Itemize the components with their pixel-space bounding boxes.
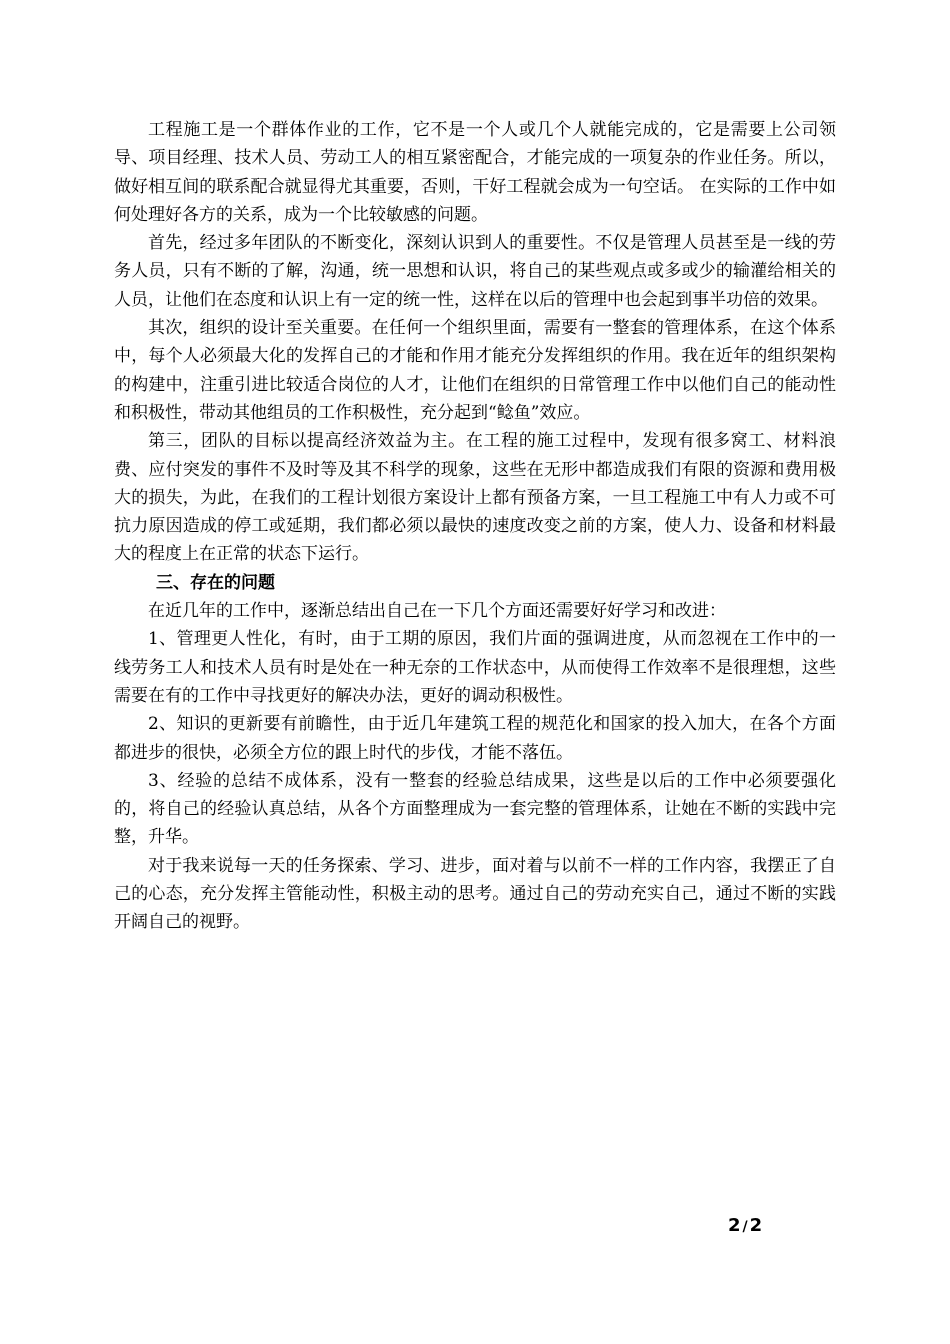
page-number-current: 2 <box>728 1215 741 1236</box>
document-body <box>114 116 836 937</box>
section-heading: 三、存在的问题 <box>156 572 275 593</box>
paragraph-intro: 工程施工是一个群体作业的工作，它不是一个人或几个人就能完成的，它是需要上公司领导、项目经理、技术人员、劳动工人的相互紧密配合，才能完成的一项复杂的作业任务。所以，做好相互间的联系配合就显得尤其重要，否则，干好工程就会成为一句空话。 在实际的工作中如何处理好各方的关系，成为一个比较敏感的问题。 <box>114 120 836 225</box>
paragraph-second: 其次，组织的设计至关重要。在任何一个组织里面，需要有一整套的管理体系，在这个体系中，每个人必须最大化的发挥自己的才能和作用才能充分发挥组织的作用。我在近年的组织架构的构建中，注重引进比较适合岗位的人才，让他们在组织的日常管理工作中以他们自己的能动性和积极性，带动其他组员的工作积极性，充分起到“鲶鱼”效应。 <box>114 318 836 423</box>
page-number <box>728 1214 762 1239</box>
paragraph-closing: 对于我来说每一天的任务探索、学习、进步，面对着与以前不一样的工作内容，我摆正了自己的心态，充分发挥主管能动性，积极主动的思考。通过自己的劳动充实自己，通过不断的实践开阔自己的视野。 <box>114 855 836 933</box>
paragraph-problems-intro: 在近几年的工作中，逐渐总结出自己在一下几个方面还需要好好学习和改进： <box>148 601 726 622</box>
paragraph-first: 首先，经过多年团队的不断变化，深刻认识到人的重要性。不仅是管理人员甚至是一线的劳务人员，只有不断的了解，沟通，统一思想和认识，将自己的某些观点或多或少的输灌给相关的人员，让他们在态度和认识上有一定的统一性，这样在以后的管理中也会起到事半功倍的效果。 <box>114 233 836 310</box>
paragraph-third: 第三，团队的目标以提高经济效益为主。在工程的施工过程中，发现有很多窝工、材料浪费、应付突发的事件不及时等及其不科学的现象，这些在无形中都造成我们有限的资源和费用极大的损失，为此，在我们的工程计划很方案设计上都有预备方案，一旦工程施工中有人力或不可抗力原因造成的停工或延期，我们都必须以最快的速度改变之前的方案，使人力、设备和材料最大的程度上在正常的状态下运行。 <box>114 431 836 565</box>
paragraph-problem-1: 1、管理更人性化，有时，由于工期的原因，我们片面的强调进度，从而忽视在工作中的一线劳务工人和技术人员有时是处在一种无奈的工作状态中，从而使得工作效率不是很理想，这些需要在有的工作中寻找更好的解决办法，更好的调动积极性。 <box>114 629 836 706</box>
paragraph-problem-3: 3、经验的总结不成体系，没有一整套的经验总结成果，这些是以后的工作中必须要强化的，将自己的经验认真总结，从各个方面整理成为一套完整的管理体系，让她在不断的实践中完整，升华。 <box>114 770 836 848</box>
page-number-separator: / <box>742 1219 748 1235</box>
paragraph-problem-2: 2、知识的更新要有前瞻性，由于近几年建筑工程的规范化和国家的投入加大，在各个方面都进步的很快，必须全方位的跟上时代的步伐，才能不落伍。 <box>114 714 836 763</box>
page-number-total: 2 <box>749 1215 763 1236</box>
